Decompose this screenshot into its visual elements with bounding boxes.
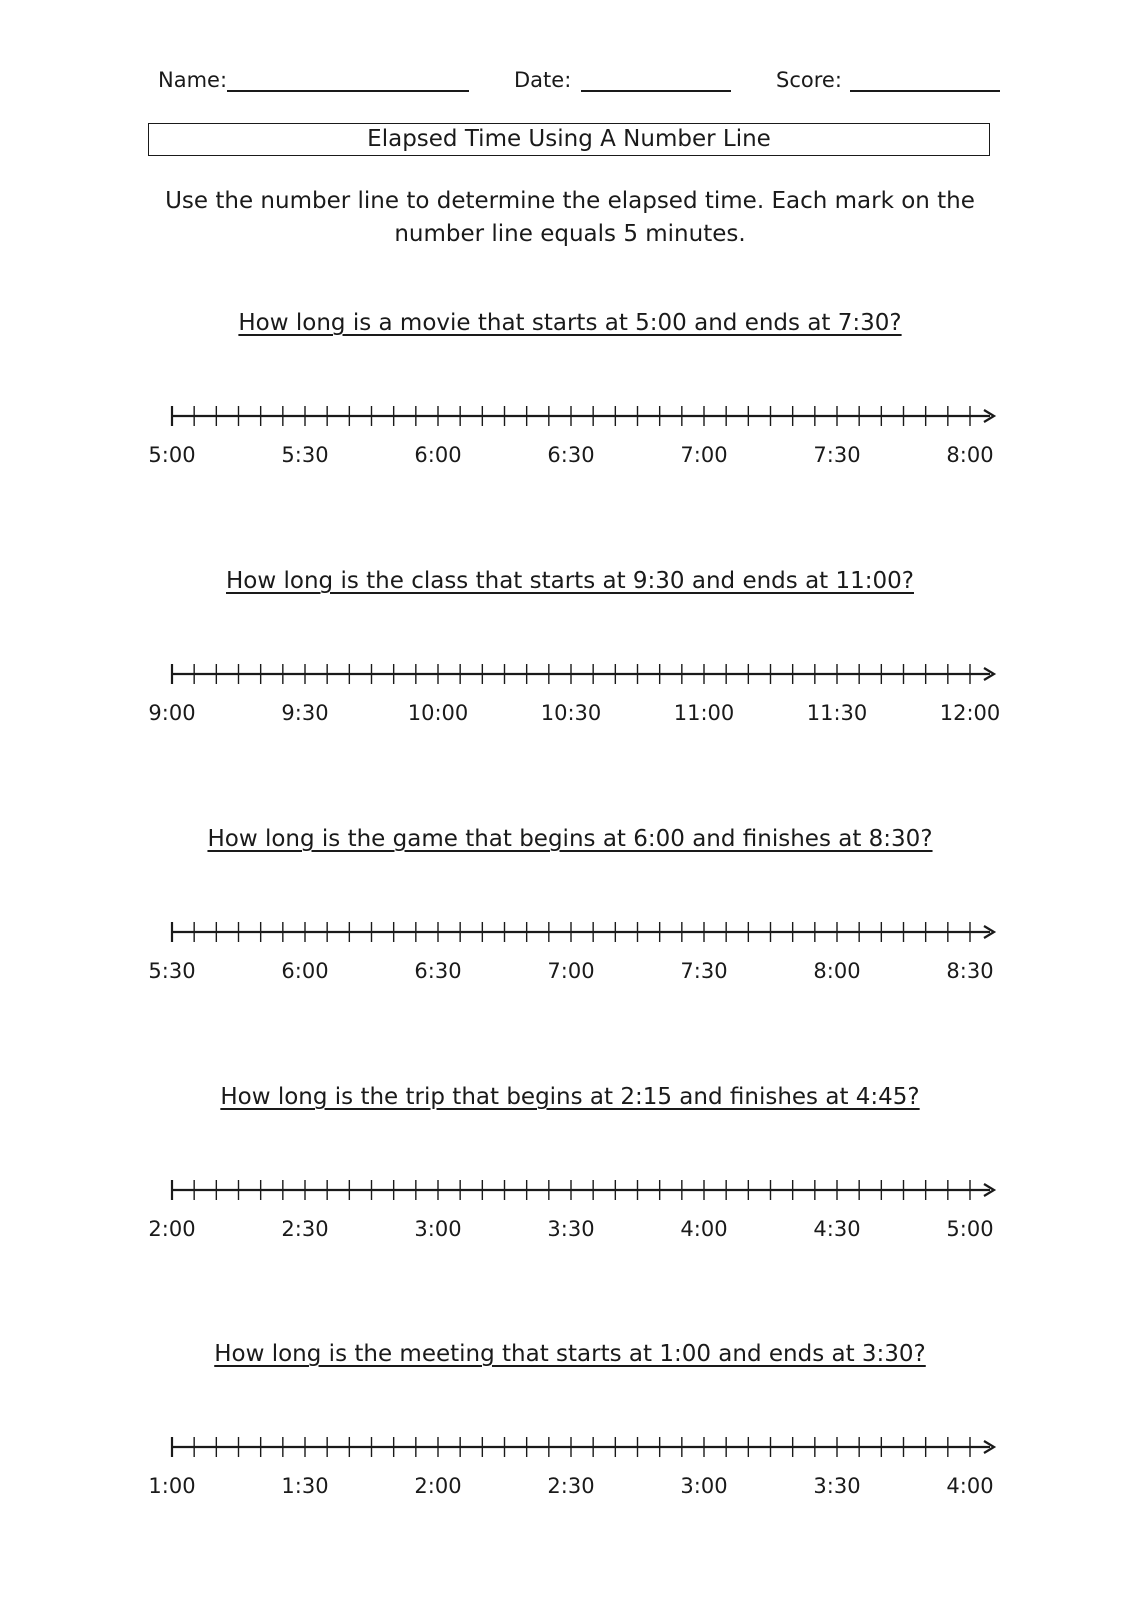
tick-label: 12:00: [939, 701, 1001, 725]
date-label: Date:: [514, 68, 572, 92]
tick-label: 9:00: [148, 701, 196, 725]
number-line: [0, 906, 1140, 986]
tick-label: 2:30: [547, 1474, 595, 1498]
problem-3: [0, 826, 1140, 1006]
tick-label: 4:30: [813, 1217, 861, 1241]
score-label: Score:: [776, 68, 842, 92]
problem-5: [0, 1341, 1140, 1521]
instructions-text: Use the number line to determine the elapsed time. Each mark on the number line equals 5 minutes.: [165, 188, 975, 247]
tick-label: 4:00: [946, 1474, 994, 1498]
number-line: [0, 648, 1140, 728]
tick-label: 3:00: [680, 1474, 728, 1498]
tick-label: 1:00: [148, 1474, 196, 1498]
score-field[interactable]: [776, 62, 1000, 92]
tick-label: 11:30: [806, 701, 868, 725]
score-blank[interactable]: [850, 68, 1000, 92]
tick-label: 7:00: [680, 443, 728, 467]
name-field[interactable]: [158, 62, 469, 92]
tick-label: 6:00: [414, 443, 462, 467]
tick-label: 2:00: [148, 1217, 196, 1241]
tick-label: 7:30: [813, 443, 861, 467]
tick-label: 5:30: [148, 959, 196, 983]
date-blank[interactable]: [581, 68, 731, 92]
name-label: Name:: [158, 68, 228, 92]
date-field[interactable]: [514, 62, 731, 92]
tick-label: 4:00: [680, 1217, 728, 1241]
tick-label: 5:30: [281, 443, 329, 467]
tick-label: 11:00: [673, 701, 735, 725]
header-fields: [0, 62, 1140, 102]
tick-label: 6:30: [547, 443, 595, 467]
tick-label: 7:00: [547, 959, 595, 983]
tick-label: 5:00: [148, 443, 196, 467]
tick-label: 2:00: [414, 1474, 462, 1498]
question-text: How long is the meeting that starts at 1:00 and ends at 3:30?: [214, 1341, 926, 1367]
tick-label: 2:30: [281, 1217, 329, 1241]
worksheet-title: Elapsed Time Using A Number Line: [148, 123, 990, 156]
tick-label: 3:30: [547, 1217, 595, 1241]
tick-label: 1:30: [281, 1474, 329, 1498]
tick-label: 6:30: [414, 959, 462, 983]
question-text: How long is the game that begins at 6:00 and finishes at 8:30?: [207, 826, 933, 852]
question-text: How long is a movie that starts at 5:00 and ends at 7:30?: [238, 310, 902, 336]
question-text: How long is the trip that begins at 2:15 and finishes at 4:45?: [220, 1084, 920, 1110]
number-line: [0, 1164, 1140, 1244]
tick-label: 8:00: [813, 959, 861, 983]
tick-label: 10:00: [407, 701, 469, 725]
tick-label: 6:00: [281, 959, 329, 983]
tick-label: 8:30: [946, 959, 994, 983]
question-text: How long is the class that starts at 9:30 and ends at 11:00?: [226, 568, 914, 594]
tick-label: 8:00: [946, 443, 994, 467]
tick-label: 3:30: [813, 1474, 861, 1498]
number-line: [0, 1421, 1140, 1501]
problem-1: [0, 310, 1140, 490]
tick-label: 10:30: [540, 701, 602, 725]
number-line: [0, 390, 1140, 470]
problem-4: [0, 1084, 1140, 1264]
tick-label: 9:30: [281, 701, 329, 725]
tick-label: 3:00: [414, 1217, 462, 1241]
name-blank[interactable]: [227, 68, 469, 92]
problem-2: [0, 568, 1140, 748]
tick-label: 5:00: [946, 1217, 994, 1241]
tick-label: 7:30: [680, 959, 728, 983]
